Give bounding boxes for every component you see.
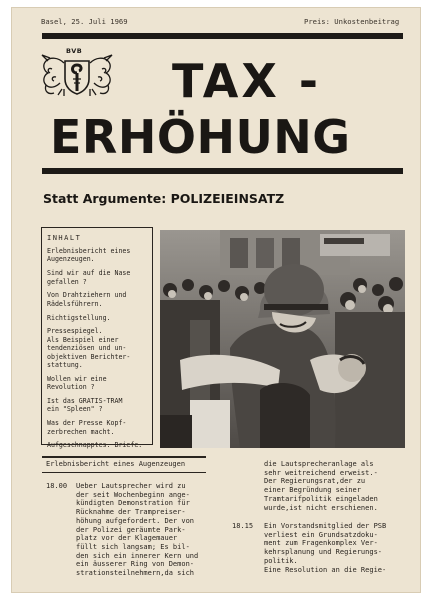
contents-item: Von Drahtziehern und Rädelsführern. (47, 291, 127, 308)
contents-item: Aufgeschnapptes. Briefe. (47, 441, 143, 450)
article-column-right-top (264, 460, 378, 512)
article-line: wurde,ist nicht erschienen. (264, 503, 378, 512)
article-line: der seit Wochenbeginn ange- (76, 490, 190, 499)
article-line: füllt sich langsam; Es bil- (76, 542, 190, 551)
article-line: kündigten Demonstration für (76, 499, 190, 508)
contents-item: Richtigstellung. (47, 313, 111, 322)
article-column-left (76, 482, 198, 578)
basel-coat-of-arms-icon (38, 49, 116, 99)
contents-item: Sind wir auf die Nase gefallen ? (47, 269, 131, 286)
headline-line-1: TAX - (172, 54, 321, 108)
contents-item: Ist das GRATIS-TRAM ein "Spleen" ? (47, 397, 123, 414)
article-line: höhung aufgefordert. Der von (76, 516, 195, 525)
article-time-left: 18.00 (46, 482, 68, 490)
article-line: der Polizei geräumte Park- (76, 525, 186, 534)
article-heading-rule (42, 456, 206, 458)
contents-item: Pressespiegel. Als Beispiel einer tendenziösen und un- objektiven Berichter- stattung. (47, 327, 131, 370)
article-line: verliest ein Grundsatzdoku- (264, 530, 378, 539)
headline-rule (42, 168, 403, 174)
article-column-right-bottom (264, 522, 386, 574)
article-heading-underline (42, 472, 206, 473)
logo-label: BVB (66, 47, 83, 55)
article-line: Rücknahme der Trampreiser- (76, 508, 186, 517)
article-line: Ein Vorstandsmitglied der PSB (264, 522, 387, 530)
article-time-right: 18.15 (232, 522, 254, 530)
article-line: den sich ein innerer Kern und (76, 551, 199, 560)
article-line: Ueber Lautsprecher wird zu (76, 482, 186, 490)
riot-police-photo-icon (160, 230, 405, 448)
contents-item: Erlebnisbericht eines Augenzeugen. (47, 247, 131, 264)
article-line: ein äusserer Ring von Demon- (76, 560, 195, 569)
article-heading: Erlebnisbericht eines Augenzeugen (46, 460, 186, 468)
article-line: Tramtarifpolitik eingeladen (264, 494, 378, 503)
price-line: Preis: Unkostenbeitrag (304, 17, 400, 26)
date-line: Basel, 25. Juli 1969 (41, 17, 128, 26)
newsletter-page (12, 8, 420, 592)
article-line: strationsteilnehmern,da sich (76, 569, 195, 578)
contents-box (41, 227, 153, 450)
article-line: sehr weitreichend erweist.- (264, 468, 378, 477)
top-rule (42, 33, 403, 39)
contents-title: INHALT (47, 234, 82, 242)
contents-item: Was der Presse Kopf- zerbrechen macht. (47, 419, 127, 436)
article-line: kehrsplanung und Regierungs- (264, 548, 383, 557)
contents-item: Wollen wir eine Revolution ? (47, 374, 107, 392)
article-line: die Lautsprecheranlage als (264, 460, 374, 468)
article-line: Der Regierungsrat,der zu (264, 477, 366, 486)
subheadline: Statt Argumente: POLIZEIEINSATZ (43, 191, 285, 206)
article-line: einer Begründung seiner (264, 486, 361, 495)
article-line: ment zum Fragenkomplex Ver- (264, 539, 378, 548)
article-line: platz vor der Klagemauer (76, 534, 178, 543)
article-line: Eine Resolution an die Regie- (264, 565, 387, 574)
headline-line-2: ERHÖHUNG (50, 110, 351, 164)
article-line: politik. (264, 556, 298, 565)
